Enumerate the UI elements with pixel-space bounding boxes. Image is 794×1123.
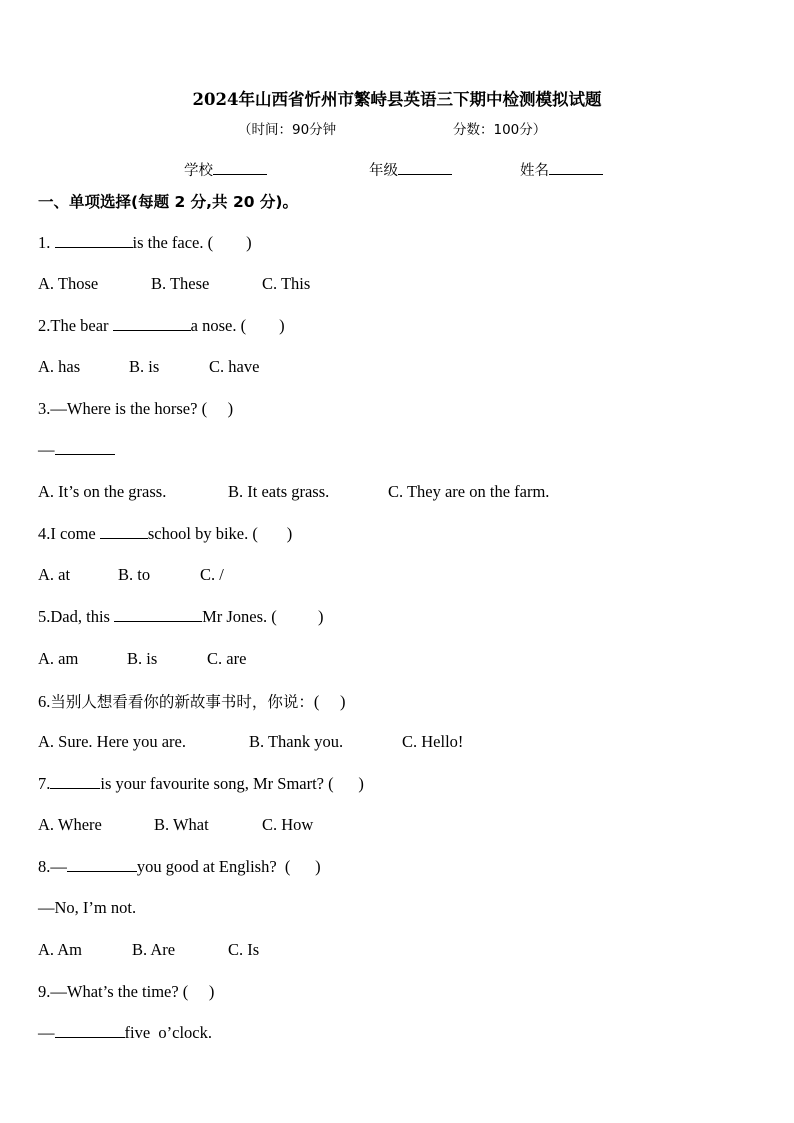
option-a: A. at bbox=[38, 565, 71, 584]
option-b: B. It eats grass. bbox=[228, 482, 330, 501]
question-text: Mr Jones. ( ) bbox=[202, 607, 324, 626]
school-label: 学校 bbox=[184, 163, 213, 179]
option-a: A. has bbox=[38, 357, 81, 376]
option-a: A. Those bbox=[38, 274, 99, 293]
option-b: B. is bbox=[127, 649, 158, 668]
option-a: A. Am bbox=[38, 940, 83, 959]
question-number: 1. bbox=[38, 233, 55, 252]
question-text: school by bike. ( ) bbox=[147, 524, 293, 543]
answer-blank bbox=[100, 524, 148, 539]
name-label: 姓名 bbox=[520, 163, 549, 179]
question-text: 当别人想看看你的新故事书时，你说： bbox=[50, 693, 314, 711]
exam-time: （时间：90分钟 bbox=[238, 122, 337, 138]
dash: — bbox=[38, 1023, 55, 1042]
option-c: C. Hello! bbox=[402, 732, 464, 751]
option-c: C. This bbox=[262, 274, 311, 293]
question-8 bbox=[38, 857, 321, 877]
question-number: 6. bbox=[38, 692, 51, 711]
option-b: B. Thank you. bbox=[249, 732, 344, 751]
grade-field bbox=[369, 159, 452, 180]
question-text: five o’clock. bbox=[124, 1023, 213, 1042]
reply-line: —No, I’m not. bbox=[38, 898, 137, 917]
question-number: 2.The bear bbox=[38, 316, 113, 335]
question-9: 9.—What’s the time? ( ) bbox=[38, 982, 215, 1001]
question-text: is the face. ( ) bbox=[132, 233, 252, 252]
name-blank bbox=[549, 160, 603, 175]
question-text: is your favourite song, Mr Smart? ( ) bbox=[100, 774, 364, 793]
option-b: B. to bbox=[118, 565, 151, 584]
question-5 bbox=[38, 607, 324, 627]
option-c: C. are bbox=[207, 649, 247, 668]
question-text: you good at English? ( ) bbox=[136, 857, 321, 876]
question-6 bbox=[38, 690, 346, 712]
question-2 bbox=[38, 316, 285, 336]
answer-blank bbox=[50, 774, 100, 789]
option-a: A. am bbox=[38, 649, 79, 668]
school-field bbox=[184, 159, 267, 180]
option-c: C. have bbox=[209, 357, 260, 376]
exam-title: 2024年山西省忻州市繁峙县英语三下期中检测模拟试题 bbox=[192, 90, 602, 109]
option-b: B. Are bbox=[132, 940, 176, 959]
grade-label: 年级 bbox=[369, 163, 398, 179]
dash: — bbox=[38, 440, 55, 459]
question-4 bbox=[38, 524, 292, 544]
option-c: C. They are on the farm. bbox=[388, 482, 550, 501]
option-a: A. Where bbox=[38, 815, 102, 834]
answer-blank bbox=[55, 1023, 125, 1038]
question-number: 5.Dad, this bbox=[38, 607, 115, 626]
option-c: C. Is bbox=[228, 940, 260, 959]
question-7 bbox=[38, 774, 364, 794]
option-b: B. What bbox=[154, 815, 209, 834]
answer-blank bbox=[113, 316, 191, 331]
option-b: B. is bbox=[129, 357, 160, 376]
option-a: A. It’s on the grass. bbox=[38, 482, 167, 501]
option-c: C. / bbox=[200, 565, 224, 584]
grade-blank bbox=[398, 160, 452, 175]
question-number: 4.I come bbox=[38, 524, 100, 543]
question-3: 3.—Where is the horse? ( ) bbox=[38, 399, 234, 418]
answer-blank bbox=[67, 857, 137, 872]
reply-line bbox=[38, 1023, 212, 1043]
question-1 bbox=[38, 233, 252, 253]
question-number: 8.— bbox=[38, 857, 67, 876]
answer-blank bbox=[55, 440, 115, 455]
answer-blank bbox=[114, 607, 202, 622]
option-a: A. Sure. Here you are. bbox=[38, 732, 186, 751]
question-number: 7. bbox=[38, 774, 51, 793]
section-heading: 一、单项选择(每题 2 分,共 20 分)。 bbox=[38, 193, 298, 211]
answer-blank bbox=[55, 233, 133, 248]
answer-parens: ( ) bbox=[313, 692, 346, 711]
option-b: B. These bbox=[151, 274, 210, 293]
exam-score: 分数：100分） bbox=[453, 122, 547, 138]
question-text: a nose. ( ) bbox=[190, 316, 285, 335]
school-blank bbox=[213, 160, 267, 175]
option-c: C. How bbox=[262, 815, 314, 834]
name-field bbox=[520, 159, 603, 180]
reply-line bbox=[38, 440, 115, 460]
